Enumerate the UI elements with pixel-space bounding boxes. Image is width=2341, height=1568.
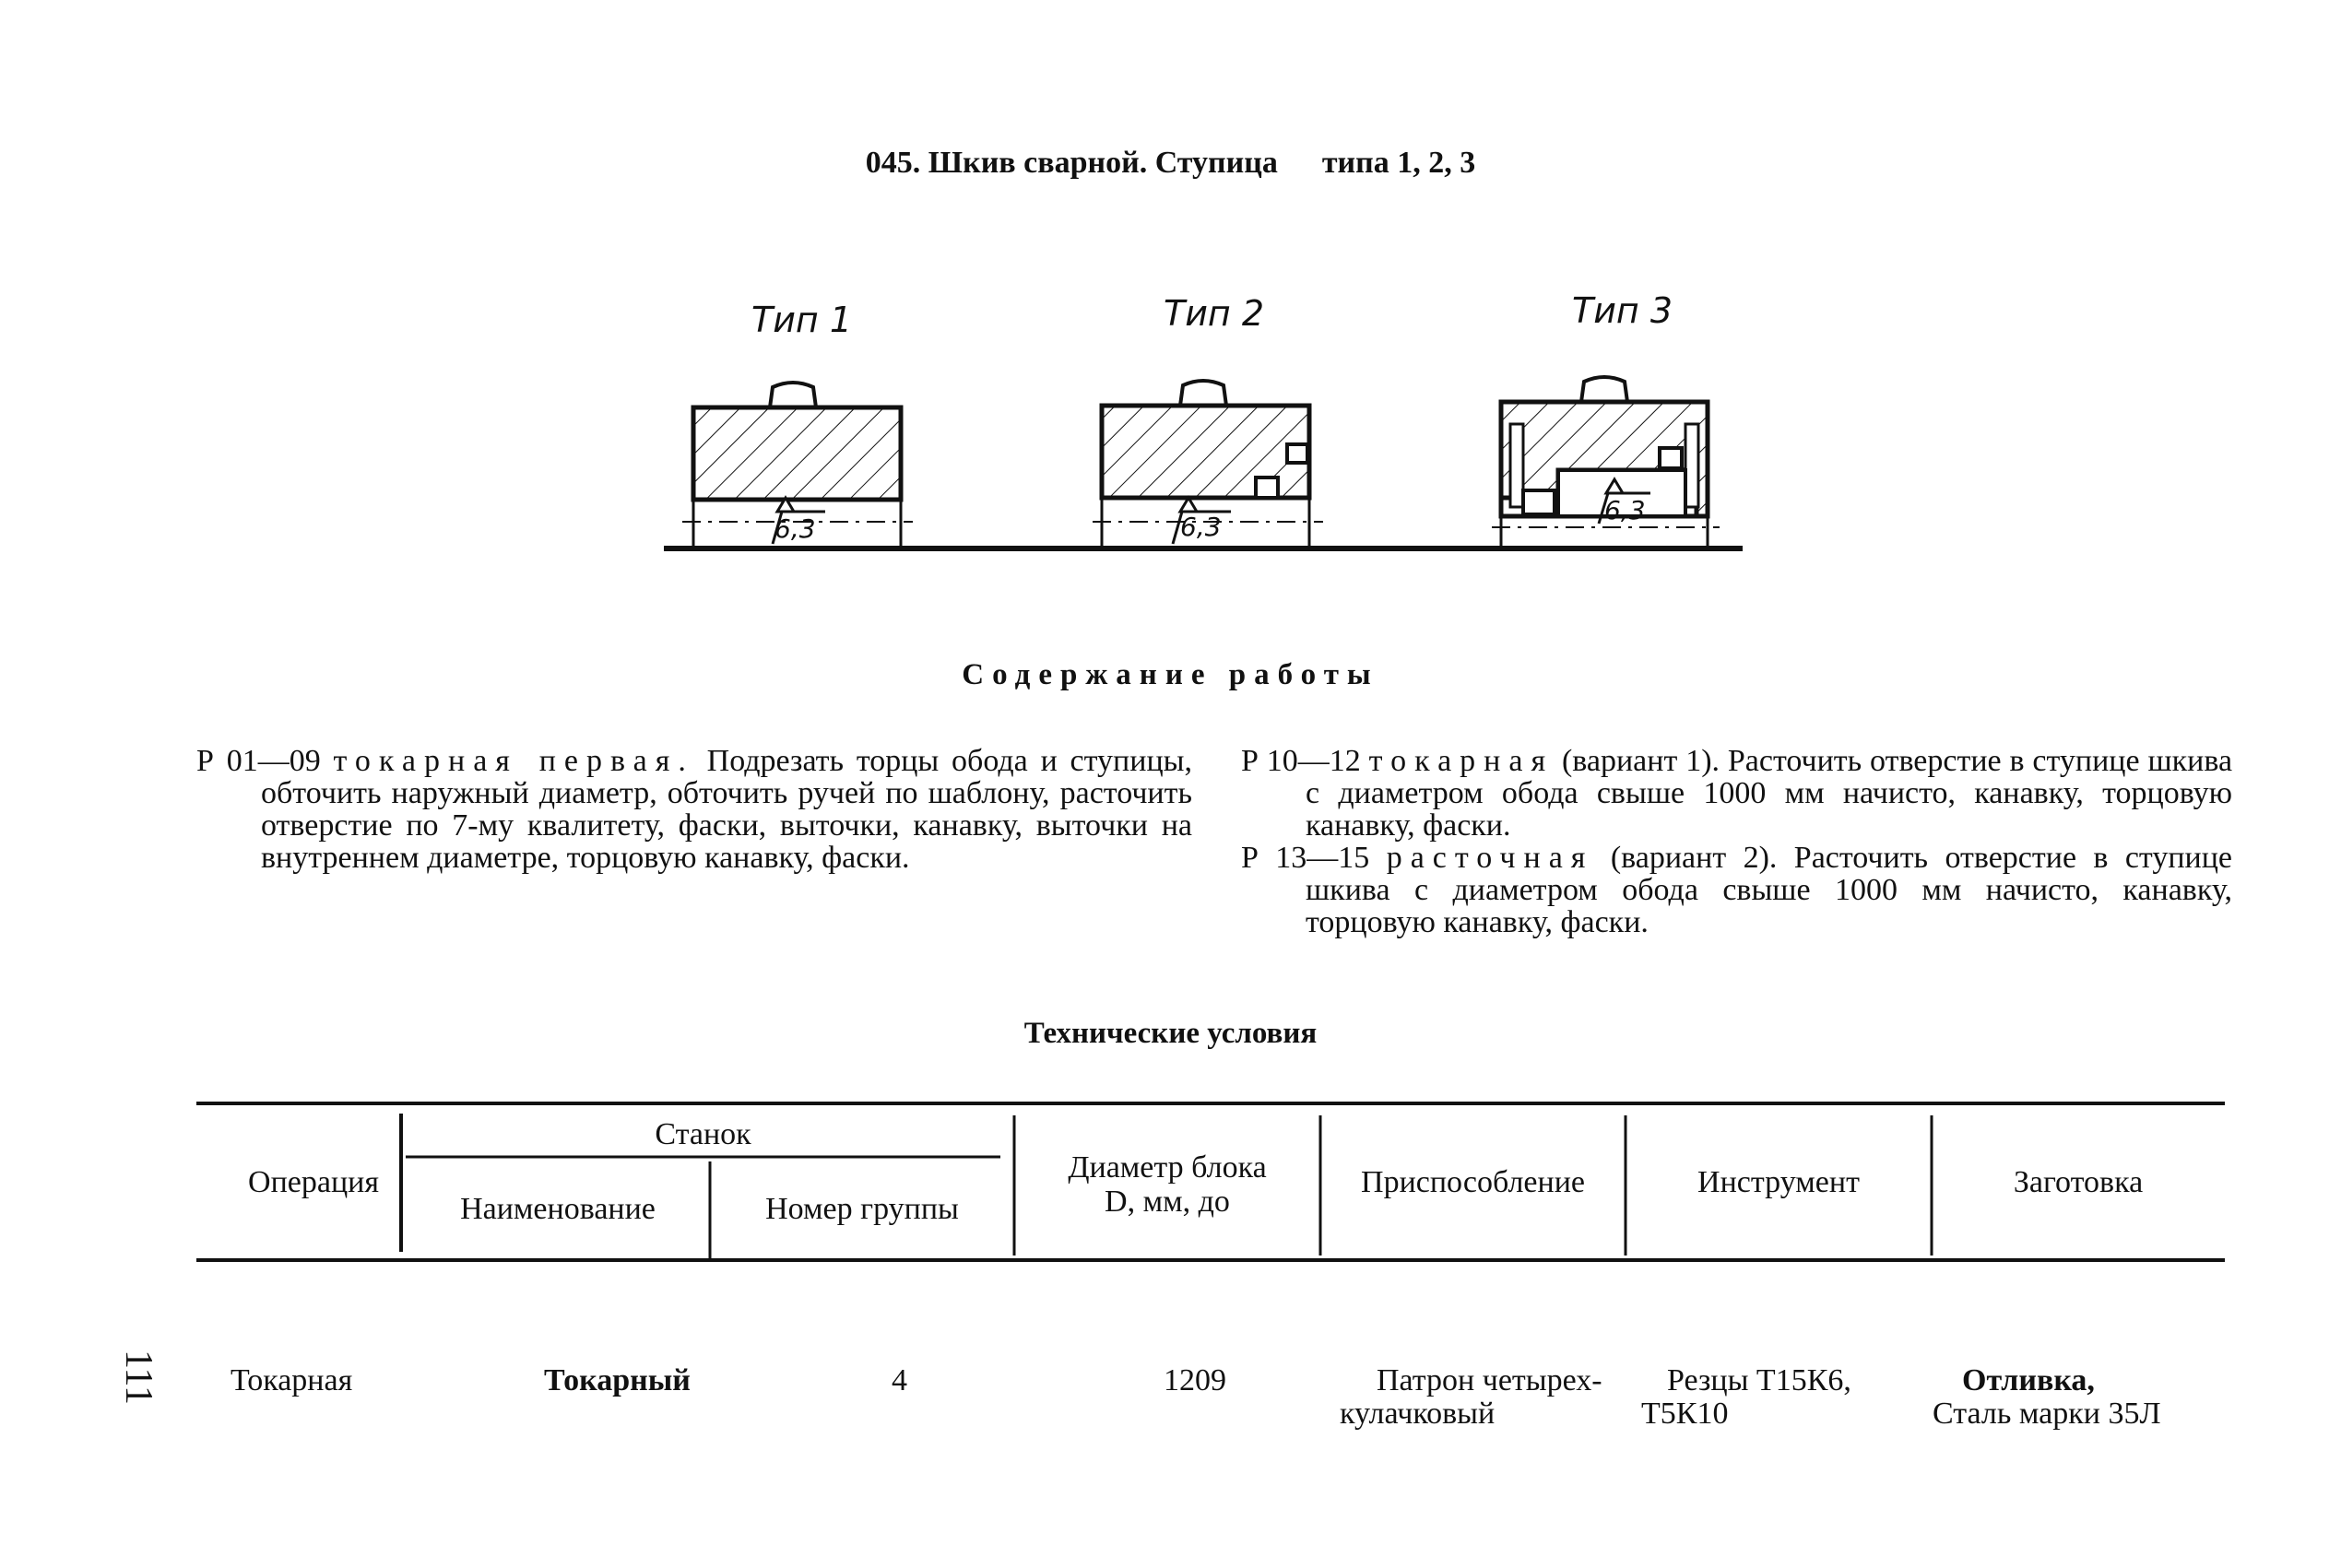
cell-fixture-2: кулачковый xyxy=(1340,1397,1496,1431)
header-fixture: Приспособление xyxy=(1361,1165,1585,1199)
work-item-text: Подрезать торцы обода и ступицы, обточить наружный диаметр, обточить ручей по шаблону, расточить отверстие по 7-му квалитету, фаски, выточки, канавку, выточки на внутреннем диаметре, торцовую канавку, фаски. xyxy=(261,744,1192,875)
cell-machine-name: Токарный xyxy=(544,1363,691,1397)
page-number: 111 xyxy=(116,1350,160,1405)
work-item-code: Р 13—15 xyxy=(1241,841,1370,875)
work-item-text: Расточить отверстие в ступице шкива с диаметром обода свыше 1000 мм начисто, канавку, торцовую канавку, фаски. xyxy=(1306,744,2233,843)
header-operation: Операция xyxy=(248,1165,379,1199)
work-item-code: Р 01—09 xyxy=(196,744,321,778)
header-machine-group: Номер группы xyxy=(765,1192,959,1226)
title-types: типа 1, 2, 3 xyxy=(1321,146,1476,180)
work-item-text: Расточить отверстие в ступице шкива с диаметром обода свыше 1000 мм начисто, канавку, торцовую канавку, фаски. xyxy=(1306,841,2233,939)
figure-label-type1: Тип 1 xyxy=(751,300,853,340)
section-heading-work: Содержание работы xyxy=(962,658,1379,691)
cell-operation: Токарная xyxy=(231,1363,353,1397)
work-item-variant: (вариант 1). xyxy=(1561,744,1720,778)
figure-label-type2: Тип 2 xyxy=(1164,293,1265,334)
header-tool: Инструмент xyxy=(1697,1165,1860,1199)
work-item-variant: (вариант 2). xyxy=(1610,841,1778,875)
cell-machine-group: 4 xyxy=(892,1363,907,1397)
header-diameter-1: Диаметр блока xyxy=(1068,1150,1267,1185)
title-main: 045. Шкив сварной. Ступица xyxy=(865,146,1278,180)
cell-fixture-1: Патрон четырех- xyxy=(1377,1363,1602,1397)
header-blank: Заготовка xyxy=(2013,1165,2144,1199)
work-item-op: токарная xyxy=(1368,744,1555,778)
work-item-code: Р 10—12 xyxy=(1241,744,1361,778)
figure-label-type3: Тип 3 xyxy=(1572,290,1673,331)
cell-diameter: 1209 xyxy=(1164,1363,1226,1397)
header-machine-name: Наименование xyxy=(460,1192,656,1226)
work-item-op: расточная xyxy=(1386,841,1594,875)
work-item-op: токарная первая. xyxy=(333,744,694,778)
cell-tool-1: Резцы Т15К6, xyxy=(1667,1363,1851,1397)
header-diameter-2: D, мм, до xyxy=(1105,1185,1230,1219)
header-machine: Станок xyxy=(655,1117,751,1151)
roughness-type2: 6,3 xyxy=(1180,512,1222,542)
cell-blank-1: Отливка, xyxy=(1962,1363,2095,1397)
cell-blank-2: Сталь марки 35Л xyxy=(1933,1397,2161,1431)
roughness-type3: 6,3 xyxy=(1604,495,1646,525)
section-heading-tech: Технические условия xyxy=(1023,1017,1318,1050)
cell-tool-2: Т5К10 xyxy=(1641,1397,1729,1431)
roughness-type1: 6,3 xyxy=(774,513,816,544)
